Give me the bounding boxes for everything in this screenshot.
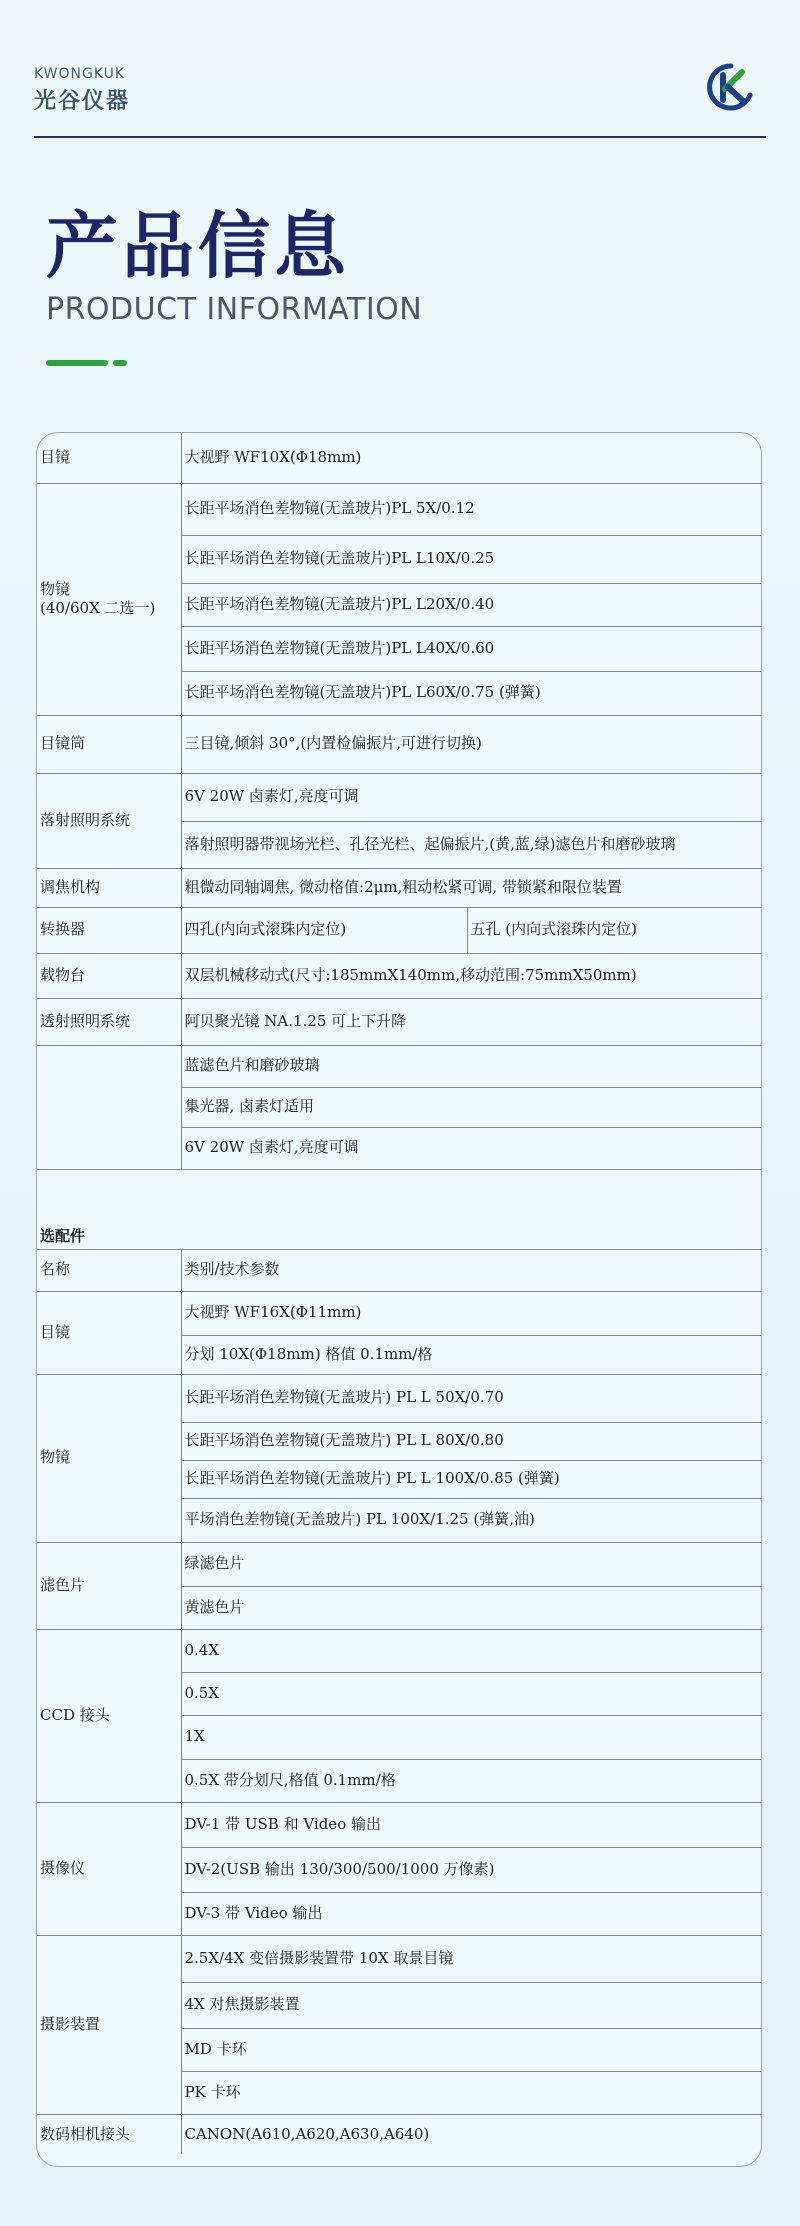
row-value: DV-1 带 USB 和 Video 输出 [181, 1802, 761, 1847]
spec-card [36, 432, 762, 2167]
row-value: 0.5X 带分划尺,格值 0.1mm/格 [181, 1759, 761, 1802]
row-label: CCD 接头 [37, 1629, 181, 1802]
row-label: 落射照明系统 [37, 773, 181, 868]
row-value: 黄滤色片 [181, 1586, 761, 1629]
row-label: 目镜 [37, 433, 181, 483]
row-value-right: 五孔 (内向式滚珠内定位) [467, 907, 761, 953]
acc-row-digital-adapter [37, 2114, 761, 2154]
acc-row-ccd [37, 1629, 761, 1672]
spec-row-stage [37, 953, 761, 998]
row-value: 长距平场消色差物镜(无盖玻片)PL L20X/0.40 [181, 583, 761, 626]
row-label: 目镜 [37, 1291, 181, 1374]
row-value: 2.5X/4X 变倍摄影装置带 10X 取景目镜 [181, 1935, 761, 1982]
acc-row-photo [37, 1935, 761, 1982]
row-value: 长距平场消色差物镜(无盖玻片)PL L60X/0.75 (弹簧) [181, 671, 761, 715]
row-label: 转换器 [37, 907, 181, 953]
accessories-header-row [37, 1249, 761, 1291]
spec-row-nosepiece [37, 907, 761, 953]
row-label: 调焦机构 [37, 868, 181, 907]
row-label: 物镜 [37, 1374, 181, 1542]
row-value: 长距平场消色差物镜(无盖玻片)PL L40X/0.60 [181, 626, 761, 671]
acc-row-eyepiece [37, 1291, 761, 1335]
row-label [37, 1045, 181, 1169]
header-divider [34, 136, 766, 138]
spec-row-tube [37, 715, 761, 773]
accessories-section-header [37, 1169, 761, 1249]
column-header-name: 名称 [37, 1249, 181, 1291]
row-value: 三目镜,倾斜 30°,(内置检偏振片,可进行切换) [181, 715, 761, 773]
row-value: 长距平场消色差物镜(无盖玻片) PL L 80X/0.80 [181, 1422, 761, 1460]
objective-label: 物镜 [40, 579, 71, 598]
accent-dot [113, 360, 127, 366]
row-value: 大视野 WF10X(Φ18mm) [181, 433, 761, 483]
row-value: 长距平场消色差物镜(无盖玻片) PL L 50X/0.70 [181, 1374, 761, 1422]
spec-row-extra [37, 1045, 761, 1087]
row-value: 集光器, 卤素灯适用 [181, 1087, 761, 1127]
spec-table [37, 433, 761, 2154]
row-label: 摄影装置 [37, 1935, 181, 2114]
row-value-left: 四孔(内向式滚珠内定位) [181, 907, 467, 953]
row-value: 6V 20W 卤素灯,亮度可调 [181, 773, 761, 821]
brand-name-cn: 光谷仪器 [34, 89, 131, 114]
row-value: PK 卡环 [181, 2071, 761, 2114]
acc-row-camera [37, 1802, 761, 1847]
brand-name-en: KWONGKUK [34, 66, 126, 82]
row-value: 长距平场消色差物镜(无盖玻片)PL 5X/0.12 [181, 483, 761, 535]
section-title: 选配件 [37, 1169, 761, 1249]
spec-row-eyepiece [37, 433, 761, 483]
row-value: 绿滤色片 [181, 1542, 761, 1586]
row-value: CANON(A610,A620,A630,A640) [181, 2114, 761, 2154]
row-label: 目镜筒 [37, 715, 181, 773]
K-circle-logo-icon [706, 62, 756, 112]
row-label: 滤色片 [37, 1542, 181, 1629]
page-subtitle: PRODUCT INFORMATION [46, 292, 423, 327]
row-value: 大视野 WF16X(Φ11mm) [181, 1291, 761, 1335]
row-value: DV-3 带 Video 输出 [181, 1892, 761, 1935]
row-value: 分划 10X(Φ18mm) 格值 0.1mm/格 [181, 1335, 761, 1374]
row-value: 4X 对焦摄影装置 [181, 1982, 761, 2028]
spec-row-transmitted [37, 998, 761, 1045]
row-label [37, 483, 181, 715]
row-value: 平场消色差物镜(无盖玻片) PL 100X/1.25 (弹簧,油) [181, 1498, 761, 1542]
row-value: 0.5X [181, 1672, 761, 1715]
row-label: 摄像仪 [37, 1802, 181, 1935]
row-value: 长距平场消色差物镜(无盖玻片)PL L10X/0.25 [181, 535, 761, 583]
spec-row-reflected [37, 773, 761, 821]
page-title: 产品信息 [46, 204, 351, 288]
row-value: 粗微动同轴调焦, 微动格值:2μm,粗动松紧可调, 带锁紧和限位装置 [181, 868, 761, 907]
row-value: DV-2(USB 输出 130/300/500/1000 万像素) [181, 1847, 761, 1892]
acc-row-objective [37, 1374, 761, 1422]
row-value: 落射照明器带视场光栏、孔径光栏、起偏振片,(黄,蓝,绿)滤色片和磨砂玻璃 [181, 821, 761, 868]
row-label: 数码相机接头 [37, 2114, 181, 2154]
row-value: 双层机械移动式(尺寸:185mmX140mm,移动范围:75mmX50mm) [181, 953, 761, 998]
spec-row-objective [37, 483, 761, 535]
accent-bar [46, 360, 108, 366]
spec-row-focus [37, 868, 761, 907]
row-label: 载物台 [37, 953, 181, 998]
row-value: 1X [181, 1715, 761, 1759]
acc-row-filter [37, 1542, 761, 1586]
row-value: 0.4X [181, 1629, 761, 1672]
objective-label-note: (40/60X 二选一) [40, 599, 156, 617]
row-value: 蓝滤色片和磨砂玻璃 [181, 1045, 761, 1087]
brand [34, 66, 130, 115]
row-label: 透射照明系统 [37, 998, 181, 1045]
row-value: MD 卡环 [181, 2028, 761, 2071]
row-value: 阿贝聚光镜 NA.1.25 可上下升降 [181, 998, 761, 1045]
row-value: 6V 20W 卤素灯,亮度可调 [181, 1127, 761, 1169]
row-value: 长距平场消色差物镜(无盖玻片) PL L 100X/0.85 (弹簧) [181, 1460, 761, 1498]
column-header-params: 类别/技术参数 [181, 1249, 761, 1291]
